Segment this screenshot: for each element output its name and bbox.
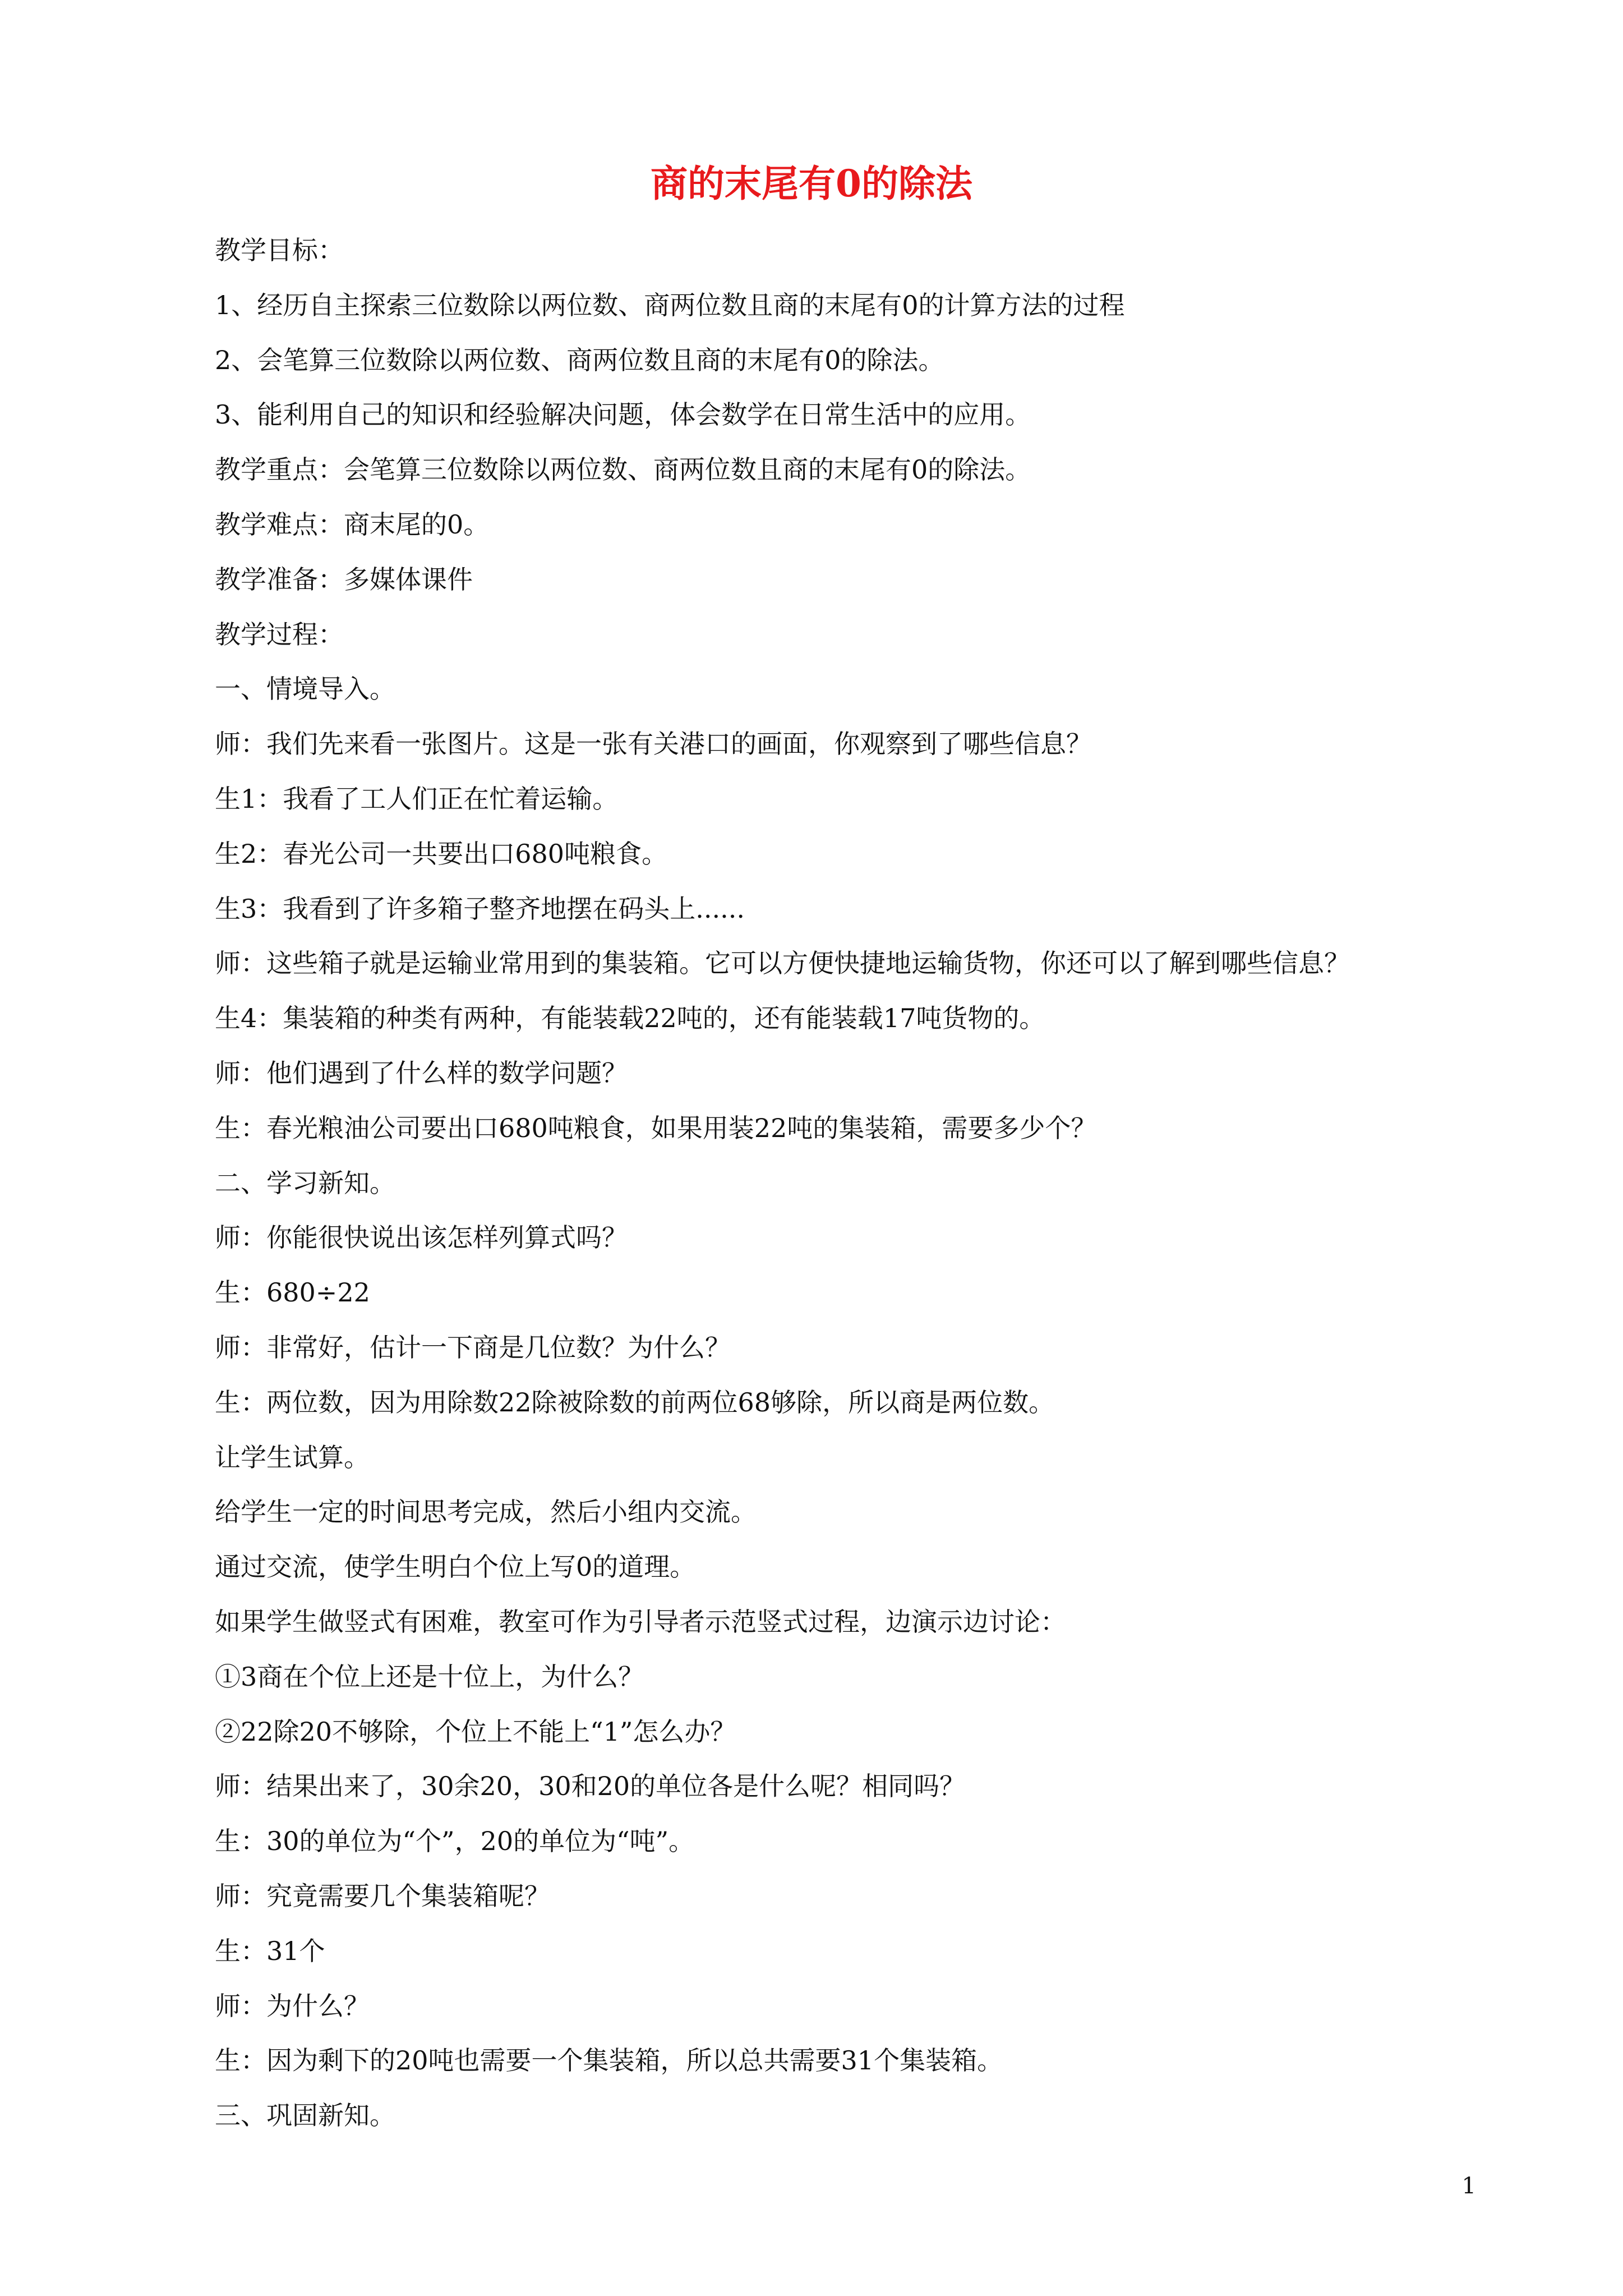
paragraph-line: 如果学生做竖式有困难，教室可作为引导者示范竖式过程，边演示边讨论： — [215, 1606, 1066, 1637]
paragraph-line: 教学难点：商末尾的0。 — [215, 509, 490, 540]
paragraph-line: 2、会笔算三位数除以两位数、商两位数且商的末尾有0的除法。 — [215, 344, 944, 375]
paragraph-line: 让学生试算。 — [215, 1442, 370, 1473]
paragraph-line: 师：他们遇到了什么样的数学问题？ — [215, 1057, 628, 1088]
paragraph-line: 生3：我看到了许多箱子整齐地摆在码头上...... — [215, 893, 745, 924]
paragraph-line: 师：结果出来了，30余20，30和20的单位各是什么呢？相同吗？ — [215, 1771, 966, 1802]
paragraph-line: 师：你能很快说出该怎样列算式吗？ — [215, 1222, 628, 1253]
paragraph-line: 师：这些箱子就是运输业常用到的集装箱。它可以方便快捷地运输货物，你还可以了解到哪些信息？ — [215, 948, 1350, 979]
paragraph-line: 生：680÷22 — [215, 1277, 370, 1308]
paragraph-line: 生：30的单位为“个”，20的单位为“吨”。 — [215, 1826, 695, 1857]
paragraph-line: 师：为什么？ — [215, 1990, 370, 2021]
paragraph-line: 教学过程： — [215, 619, 344, 650]
paragraph-line: 师：非常好，估计一下商是几位数？为什么？ — [215, 1332, 731, 1363]
paragraph-line: 1、经历自主探索三位数除以两位数、商两位数且商的末尾有0的计算方法的过程 — [215, 289, 1125, 320]
paragraph-line: ②22除20不够除，个位上不能上“1”怎么办？ — [215, 1716, 736, 1747]
paragraph-line: 给学生一定的时间思考完成，然后小组内交流。 — [215, 1497, 757, 1527]
paragraph-line: 师：我们先来看一张图片。这是一张有关港口的画面，你观察到了哪些信息？ — [215, 729, 1092, 760]
paragraph-line: 一、情境导入。 — [215, 674, 395, 705]
paragraph-line: 生：因为剩下的20吨也需要一个集装箱，所以总共需要31个集装箱。 — [215, 2045, 1003, 2076]
paragraph-line: 生：两位数，因为用除数22除被除数的前两位68够除，所以商是两位数。 — [215, 1387, 1055, 1418]
page-number: 1 — [1461, 2173, 1476, 2199]
document-body — [215, 223, 1477, 2143]
paragraph-line: 教学重点：会笔算三位数除以两位数、商两位数且商的末尾有0的除法。 — [215, 454, 1031, 485]
document-title: 商的末尾有0的除法 — [651, 162, 972, 205]
paragraph-line: 生2：春光公司一共要出口680吨粮食。 — [215, 838, 668, 869]
paragraph-line: 师：究竟需要几个集装箱呢？ — [215, 1880, 550, 1911]
paragraph-line: 生1：我看了工人们正在忙着运输。 — [215, 783, 619, 814]
paragraph-line: ①3商在个位上还是十位上，为什么？ — [215, 1661, 644, 1692]
paragraph-line: 三、巩固新知。 — [215, 2100, 395, 2131]
paragraph-line: 生：春光粮油公司要出口680吨粮食，如果用装22吨的集装箱，需要多少个？ — [215, 1112, 1097, 1143]
paragraph-line: 生4：集装箱的种类有两种，有能装载22吨的，还有能装载17吨货物的。 — [215, 1003, 1045, 1034]
paragraph-line: 生：31个 — [215, 1935, 325, 1966]
paragraph-line: 3、能利用自己的知识和经验解决问题，体会数学在日常生活中的应用。 — [215, 399, 1031, 430]
paragraph-line: 教学准备：多媒体课件 — [215, 564, 473, 595]
paragraph-line: 二、学习新知。 — [215, 1167, 395, 1198]
paragraph-line: 通过交流，使学生明白个位上写0的道理。 — [215, 1552, 696, 1582]
paragraph-line: 教学目标： — [215, 235, 344, 265]
